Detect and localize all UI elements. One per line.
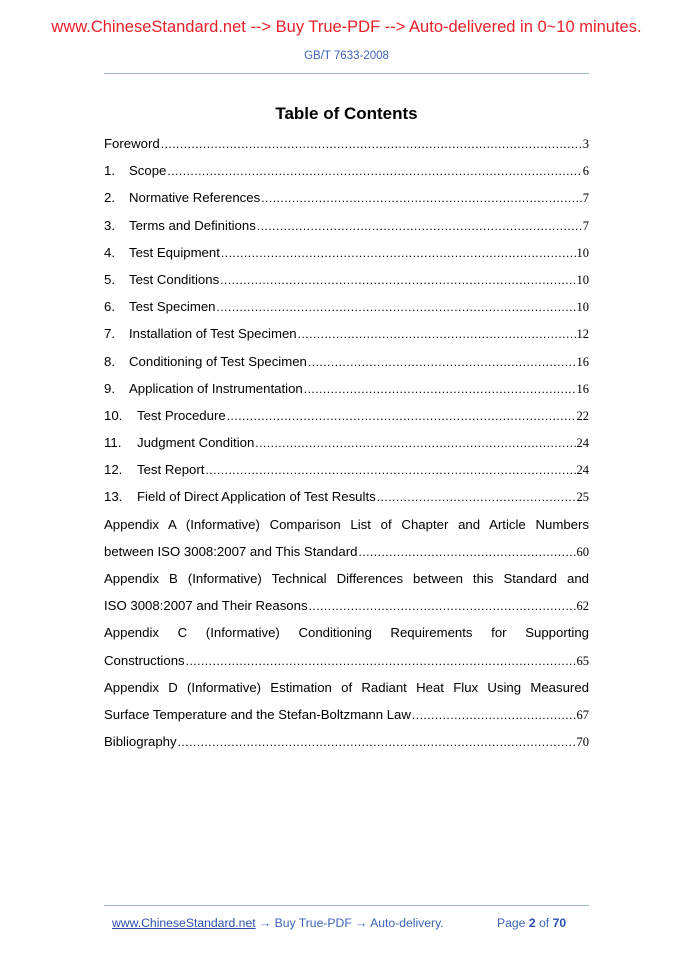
toc-entry-judgment-condition[interactable] [104,435,589,462]
leader-dots [220,273,575,287]
toc-entry-page: 24 [576,436,589,451]
leader-dots [304,382,576,396]
toc-entry-page: 67 [576,707,589,722]
toc-entry-page: 3 [582,137,589,151]
toc-entry-appendix-b[interactable] [104,571,589,625]
toc-entry-number: 6. [104,299,115,315]
table-of-contents [104,136,589,761]
current-page-number: 2 [528,916,536,930]
toc-entry-page: 10 [576,272,589,287]
toc-entry-foreword[interactable] [104,136,589,163]
appendix-title-continuation: Constructions [104,652,185,668]
leader-dots [298,327,576,341]
toc-entry-number: 8. [104,353,115,369]
toc-entry-number: 9. [104,380,115,396]
appendix-title-line: Appendix D (Informative) Estimation of Radiant Heat Flux Using Measured [104,679,589,695]
top-banner: www.ChineseStandard.net --> Buy True-PDF --> Auto-delivered in 0~10 minutes. [51,18,642,36]
toc-entry-page: 7 [582,191,589,206]
page-word: Page [497,916,526,930]
toc-entry-page: 10 [576,245,589,260]
page-indicator [497,916,566,930]
standard-code: GB/T 7633-2008 [304,50,389,62]
toc-entry-text: Normative References [129,190,261,206]
total-pages: 70 [552,916,567,930]
toc-entry-page: 70 [576,735,589,750]
toc-entry-page: 16 [576,381,589,396]
toc-entry-text: Test Specimen [129,299,216,315]
toc-entry-page: 12 [576,327,589,342]
leader-dots [261,191,582,205]
toc-entry-page: 10 [576,300,589,315]
leader-dots [377,490,576,504]
toc-entry-appendix-d[interactable] [104,680,589,734]
footer-promo [112,916,444,930]
leader-dots [221,246,576,260]
toc-entry-text: Terms and Definitions [129,217,256,233]
toc-entry-field-of-application[interactable] [104,489,589,516]
toc-entry-page: 65 [576,653,589,668]
toc-entry-page: 25 [576,490,589,505]
toc-entry-page: 7 [582,218,589,233]
toc-entry-text: Test Procedure [137,407,226,423]
toc-entry-number: 3. [104,217,115,233]
toc-entry-text: Bibliography [104,734,177,750]
toc-entry-number: 2. [104,190,115,206]
leader-dots [205,463,575,477]
toc-entry-text: Foreword [104,136,160,151]
toc-entry-number: 10. [104,407,123,423]
appendix-title-continuation: between ISO 3008:2007 and This Standard [104,543,358,559]
toc-entry-conditioning[interactable] [104,354,589,381]
toc-entry-test-procedure[interactable] [104,408,589,435]
toc-entry-instrumentation[interactable] [104,381,589,408]
header-divider [104,73,589,74]
toc-entry-number: 5. [104,271,115,287]
leader-dots [308,355,576,369]
footer-divider [104,905,589,906]
leader-dots [217,300,576,314]
leader-dots [412,708,576,722]
toc-entry-text: Test Conditions [129,271,220,287]
toc-entry-number: 11. [104,435,122,451]
toc-entry-bibliography[interactable] [104,734,589,761]
footer-promo-text: → Buy True-PDF → Auto-delivery. [255,916,444,930]
appendix-title-line: Appendix B (Informative) Technical Differences between this Standard and [104,571,589,586]
toc-entry-text: Test Report [137,462,205,478]
toc-entry-installation[interactable] [104,326,589,353]
appendix-title-line: Appendix C (Informative) Conditioning Requirements for Supporting [104,625,589,641]
leader-dots [161,137,582,151]
toc-entry-appendix-c[interactable] [104,625,589,679]
toc-entry-page: 6 [582,164,589,179]
appendix-title-continuation: ISO 3008:2007 and Their Reasons [104,598,308,614]
toc-entry-text: Scope [129,163,167,179]
leader-dots [257,219,582,233]
leader-dots [178,735,576,749]
footer-site-link[interactable]: www.ChineseStandard.net [112,916,256,930]
toc-entry-text: Application of Instrumentation [129,380,303,396]
toc-entry-text: Field of Direct Application of Test Results [137,489,376,505]
toc-entry-normative-references[interactable] [104,190,589,217]
appendix-title-line: Appendix A (Informative) Comparison List of Chapter and Article Numbers [104,516,589,532]
toc-entry-page: 62 [576,599,589,614]
toc-entry-page: 16 [576,354,589,369]
leader-dots [227,409,576,423]
toc-entry-page: 24 [576,463,589,478]
toc-entry-text: Installation of Test Specimen [129,326,297,342]
leader-dots [309,599,576,613]
toc-entry-scope[interactable] [104,163,589,190]
toc-entry-number: 12. [104,462,123,478]
toc-entry-test-conditions[interactable] [104,272,589,299]
toc-entry-number: 13. [104,489,123,505]
toc-entry-text: Conditioning of Test Specimen [129,353,307,369]
toc-entry-test-report[interactable] [104,462,589,489]
leader-dots [186,654,576,668]
toc-entry-appendix-a[interactable] [104,517,589,571]
of-word: of [539,916,550,930]
toc-entry-page: 60 [576,544,589,559]
toc-entry-text: Judgment Condition [137,435,255,451]
toc-entry-number: 7. [104,326,115,342]
appendix-title-continuation: Surface Temperature and the Stefan-Boltzmann Law [104,706,411,722]
leader-dots [255,436,575,450]
toc-entry-test-specimen[interactable] [104,299,589,326]
toc-entry-text: Test Equipment [129,244,220,260]
toc-entry-test-equipment[interactable] [104,245,589,272]
leader-dots [167,164,581,178]
toc-title: Table of Contents [275,104,418,123]
toc-entry-page: 22 [576,408,589,423]
leader-dots [358,545,575,559]
toc-entry-number: 4. [104,244,115,260]
toc-entry-number: 1. [104,163,115,179]
toc-entry-terms-and-definitions[interactable] [104,218,589,245]
